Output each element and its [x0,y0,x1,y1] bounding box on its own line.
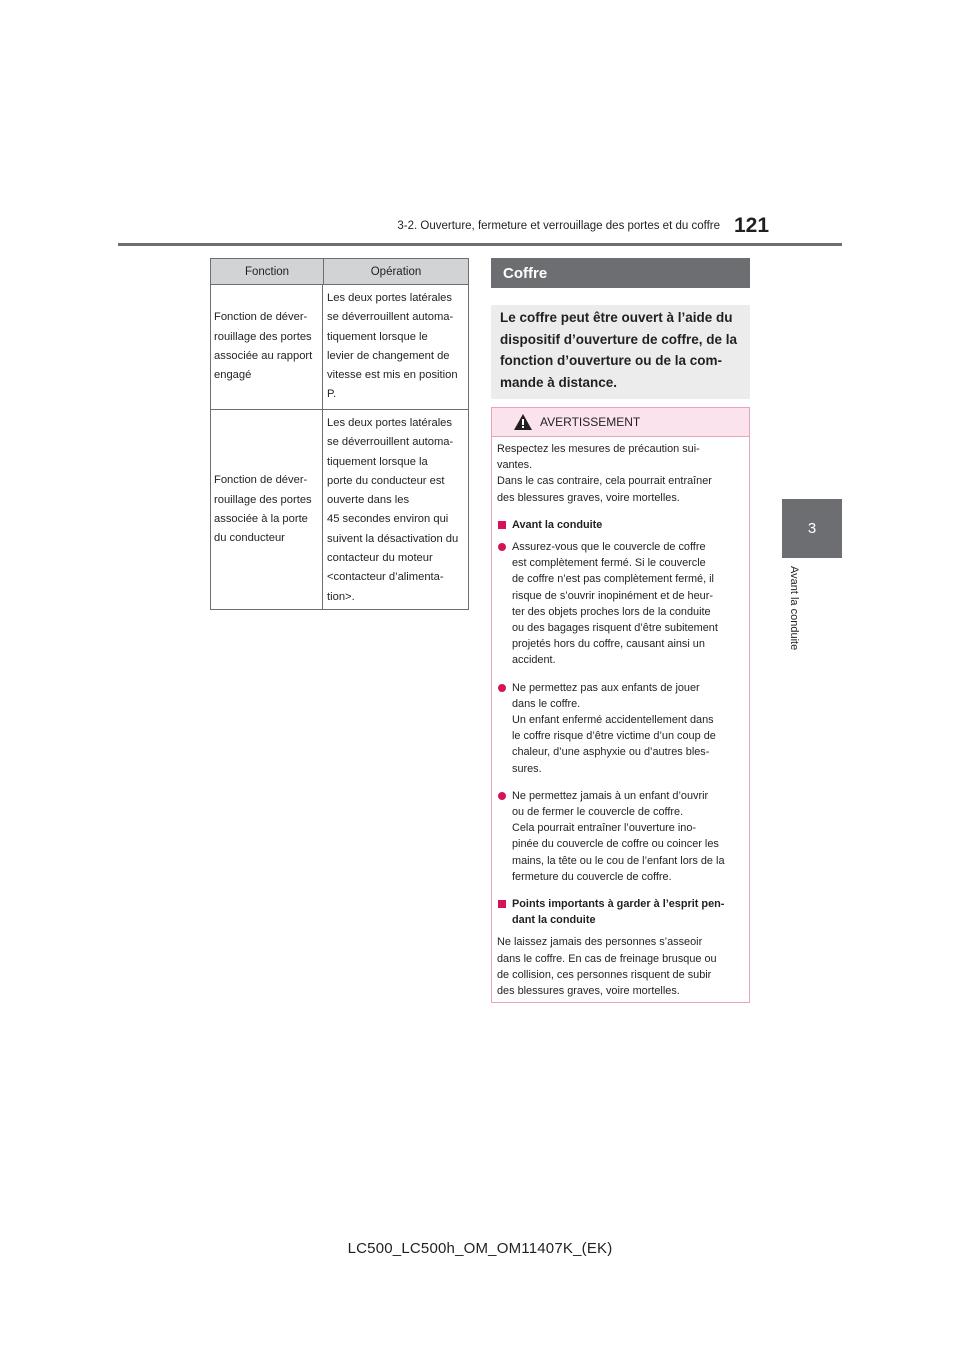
list-item-text: Ne permettez pas aux enfants de jouer dans le coffre. Un enfant enfermé accidentellement dans le coffre risque d’être victime d’un coup de chaleur, d’une asphyxie ou d’autres bles- sures. [512,681,716,775]
chapter-label: Avant la conduite [788,566,800,651]
warning-title: AVERTISSEMENT [540,415,641,429]
section-intro: Le coffre peut être ouvert à l’aide du dispositif d’ouverture de coffre, de la fonction d’ouverture ou de la com- mande à distance. [491,305,750,399]
bullet-dot-icon [498,543,506,551]
function-text: Fonction de déver- rouillage des portes associée au rapport engagé [214,311,313,382]
warning-subheading [497,517,743,533]
list-item [497,680,743,777]
page-number: 121 [734,214,770,237]
warning-triangle-icon [514,414,532,430]
list-item [497,788,743,885]
table-cell-operation: Les deux portes latérales se déverrouillent automa- tiquement lorsque la porte du conducteur est ouverte dans les 45 secondes environ qui suivent la désactivation du contacteur du moteur <contacteur d’alimenta- tion>. [327,417,459,603]
warning-subheading [497,896,743,928]
chapter-number: 3 [807,520,817,537]
subheading-text: Points importants à garder à l’esprit pen- dant la conduite [512,898,725,927]
section-heading: Coffre [491,258,750,288]
warning-closing: Ne laissez jamais des personnes s’asseoir dans le coffre. En cas de freinage brusque ou de collision, ces personnes risquent de subir des blessures graves, voire mortelles. [497,936,717,998]
section-title: 3-2. Ouverture, fermeture et verrouillage des portes et du coffre [397,220,720,232]
bullet-dot-icon [498,684,506,692]
warning-header [492,408,749,437]
table-cell-function [211,285,323,409]
header-divider [118,243,842,246]
table-cell-function [211,410,323,610]
table-row [211,410,468,610]
document-code: LC500_LC500h_OM_OM11407K_(EK) [347,1240,613,1257]
chapter-tab[interactable] [782,499,842,558]
table-header [211,259,468,285]
subheading-text: Avant la conduite [512,518,603,531]
warning-intro: Respectez les mesures de précaution sui- vantes. Dans le cas contraire, cela pourrait entraîner des blessures graves, voire mortelles. [497,443,712,504]
warning-body [492,437,749,999]
square-bullet-icon [498,900,506,908]
warning-box [491,407,750,1003]
function-text: Fonction de déver- rouillage des portes associée à la porte du conducteur [214,474,312,545]
column-header-operation: Opération [370,265,422,278]
column-header-function: Fonction [211,259,324,284]
list-item-text: Ne permettez jamais à un enfant d’ouvrir ou de fermer le couvercle de coffre. Cela pourrait entraîner l’ouverture ino- pinée du couvercle de coffre ou coincer les mains, la tête ou le cou de l’enfant lors de la fermeture du couvercle de coffre. [512,789,725,883]
table-cell-operation: Les deux portes latérales se déverrouillent automa- tiquement lorsque le levier de changement de vitesse est mis en position P. [327,292,458,401]
square-bullet-icon [498,521,506,529]
table-row [211,285,468,410]
list-item [497,539,743,669]
bullet-dot-icon [498,792,506,800]
function-table [210,258,469,610]
list-item-text: Assurez-vous que le couvercle de coffre est complètement fermé. Si le couvercle de coffre n’est pas complètement fermé, il risque de s’ouvrir inopinément et de heur- ter des objets proches lors de la conduite ou des bagages risquent d’être subitement projetés hors du coffre, causant ainsi un accident. [512,541,718,667]
